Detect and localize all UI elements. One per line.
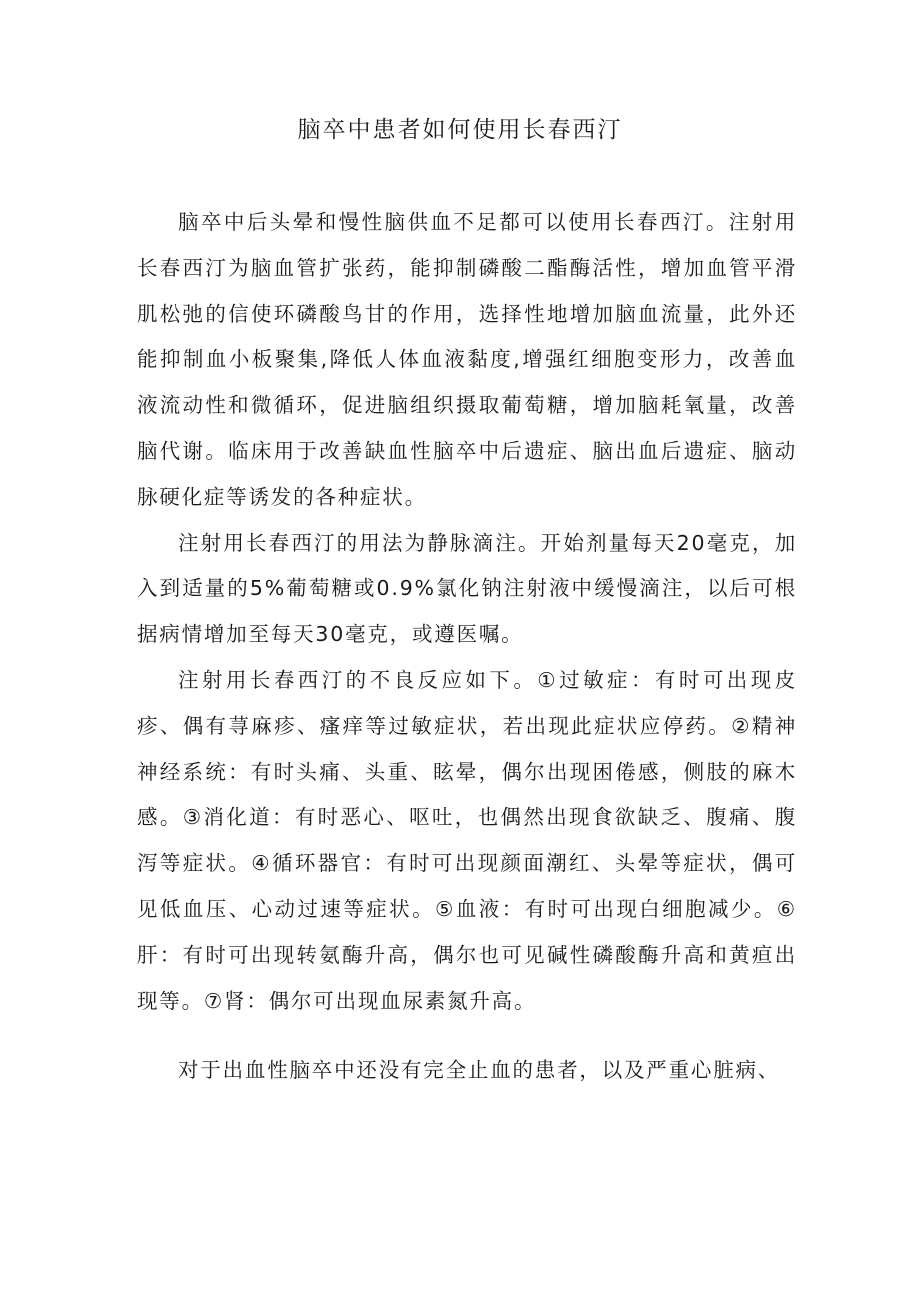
paragraph-contraindications: 对于出血性脑卒中还没有完全止血的患者，以及严重心脏病、	[178, 1058, 781, 1083]
paragraph-indications: 脑卒中后头晕和慢性脑供血不足都可以使用长春西汀。注射用长春西汀为脑血管扩张药，能抑制磷酸二酯酶活性，增加血管平滑肌松弛的信使环磷酸鸟甘的作用，选择性地增加脑血流量，此外还能抑制血小板聚集,降低人体血液黏度,增强红细胞变形力，改善血液流动性和微循环，促进脑组织摄取葡萄糖，增加脑耗氧量，改善脑代谢。临床用于改善缺血性脑卒中后遗症、脑出血后遗症、脑动脉硬化症等诱发的各种症状。	[137, 210, 797, 509]
document-body	[137, 200, 797, 1094]
paragraph-adverse-reactions: 注射用长春西汀的不良反应如下。①过敏症：有时可出现皮疹、偶有荨麻疹、瘙痒等过敏症状，若出现此症状应停药。②精神神经系统：有时头痛、头重、眩晕，偶尔出现困倦感，侧肢的麻木感。③消化道：有时恶心、呕吐，也偶然出现食欲缺乏、腹痛、腹泻等症状。④循环器官：有时可出现颜面潮红、头晕等症状，偶可见低血压、心动过速等症状。⑤血液：有时可出现白细胞减少。⑥肝：有时可出现转氨酶升高，偶尔也可见碱性磷酸酶升高和黄疸出现等。⑦肾：偶尔可出现血尿素氮升高。	[137, 667, 797, 1013]
document-title: 脑卒中患者如何使用长春西汀	[297, 117, 623, 143]
paragraph-dosage: 注射用长春西汀的用法为静脉滴注。开始剂量每天20毫克，加入到适量的5%葡萄糖或0.9%氯化钠注射液中缓慢滴注，以后可根据病情增加至每天30毫克，或遵医嘱。	[137, 530, 797, 647]
